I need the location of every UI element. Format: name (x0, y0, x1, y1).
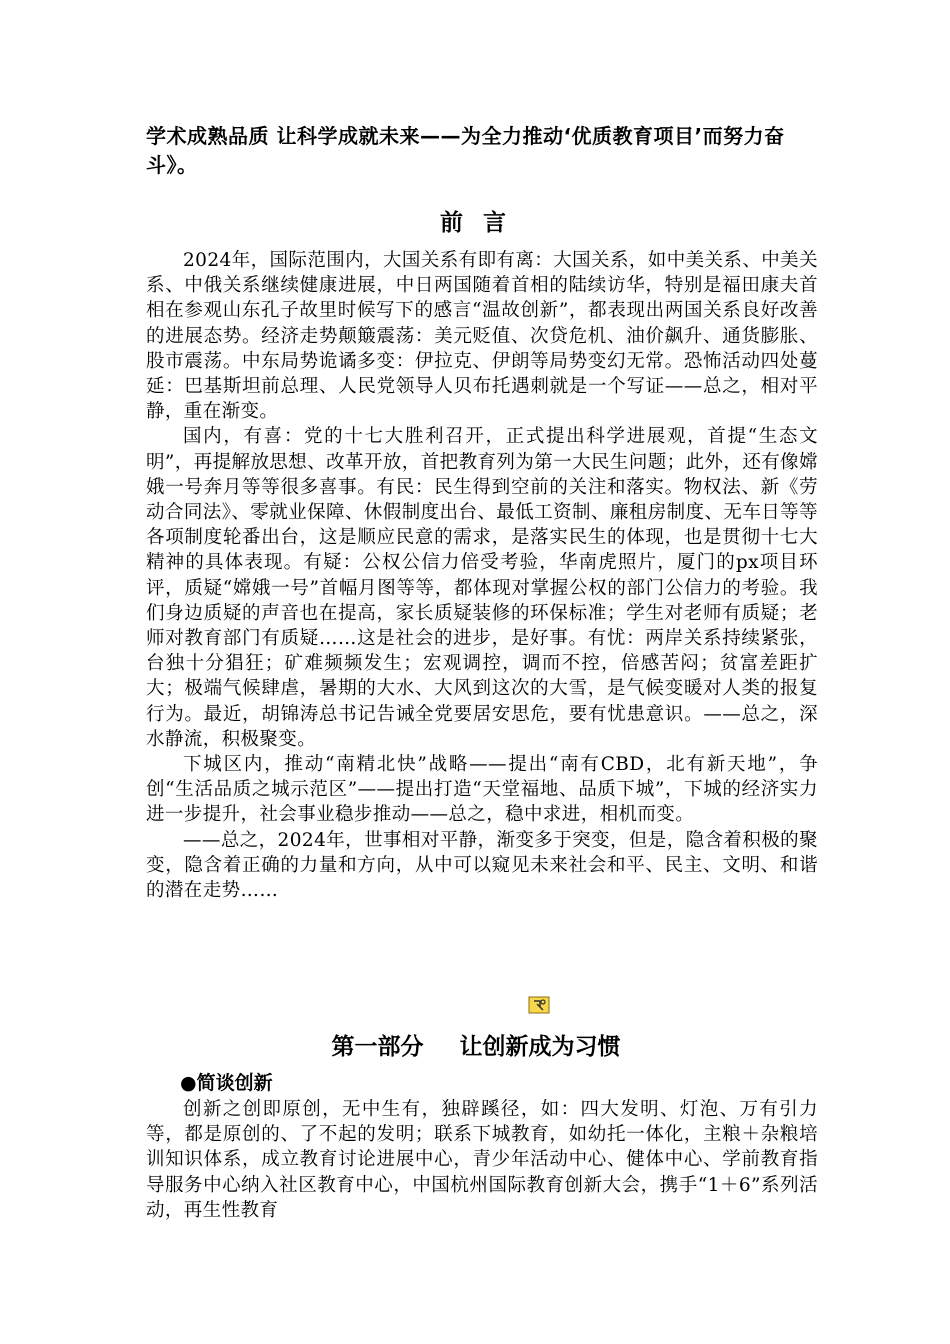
preface-heading: 前 言 (439, 210, 512, 236)
section-body (146, 1097, 818, 1223)
part-one-title: 让创新成为习惯 (459, 1034, 621, 1060)
intro-title: 学术成熟品质 让科学成就未来——为全力推动‘优质教育项目’而努力奋斗》。 (146, 124, 785, 177)
preface-paragraph: 下城区内，推动“南精北快”战略——提出“南有CBD，北有新天地”，争创“生活品质之城示范区”——提出打造“天堂福地、品质下城”，下城的经济实力进一步提升，社会事业稳步推动——总之，稳中求进，相机而变。 (146, 754, 818, 826)
preface-paragraph: 2024年，国际范围内，大国关系有即有离：大国关系，如中美关系、中美关系、中俄关系继续健康进展，中日两国随着首相的陆续访华，特别是福田康夫首相在参观山东孔子故里时候写下的感言“温故创新”，都表现出两国关系良好改善的进展态势。经济走势颠簸震荡：美元贬值、次贷危机、油价飙升、通货膨胀、股市震荡。中东局势诡谲多变：伊拉克、伊朗等局势变幻无常。恐怖活动四处蔓延：巴基斯坦前总理、人民党领导人贝布托遇刺就是一个写证——总之，相对平静，重在渐变。 (146, 250, 818, 423)
preface-paragraph: 国内，有喜：党的十七大胜利召开，正式提出科学进展观，首提“生态文明”，再提解放思想、改革开放，首把教育列为第一大民生问题；此外，还有像嫦娥一号奔月等等很多喜事。有民：民生得到空前的关注和落实。物权法、新《劳动合同法》、零就业保障、休假制度出台、最低工资制、廉租房制度、无车日等等各项制度轮番出台，这是顺应民意的需求，是落实民生的体现，也是贯彻十七大精神的具体表现。有疑：公权公信力倍受考验，华南虎照片，厦门的px项目环评，质疑“嫦娥一号”首幅月图等等，都体现对掌握公权的部门公信力的考验。我们身边质疑的声音也在提高，家长质疑装修的环保标准；学生对老师有质疑；老师对教育部门有质疑……这是社会的进步，是好事。有忧：两岸关系持续紧张，台独十分猖狂；矿难频频发生；宏观调控，调而不控，倍感苦闷；贫富差距扩大；极端气候肆虐，暑期的大水、大风到这次的大雪，是气候变暖对人类的报复行为。最近，胡锦涛总书记告诫全党要居安思危，要有忧患意识。——总之，深水静流，积极聚变。 (146, 426, 818, 750)
preface-body (146, 248, 818, 903)
preface-paragraph: ——总之，2024年，世事相对平静，渐变多于突变，但是，隐含着积极的聚变，隐含着正确的力量和方向，从中可以窥见未来社会和平、民主、文明、和谐的潜在走势…… (146, 829, 818, 902)
part-one-heading (146, 1030, 806, 1064)
section-paragraph: 创新之创即原创，无中生有，独辟蹊径，如：四大发明、灯泡、万有引力等，都是原创的、了不起的发明；联系下城教育，如幼托一体化，主粮＋杂粮培训知识体系，成立教育讨论进展中心，青少年活动中心、健体中心、学前教育指导服务中心纳入社区教育中心，中国杭州国际教育创新大会，携手“1＋6”系列活动，再生性教育 (146, 1099, 818, 1221)
section-heading: ●简谈创新 (180, 1072, 273, 1094)
document-anchor-icon[interactable] (528, 996, 550, 1014)
part-one-label: 第一部分 (331, 1034, 424, 1060)
